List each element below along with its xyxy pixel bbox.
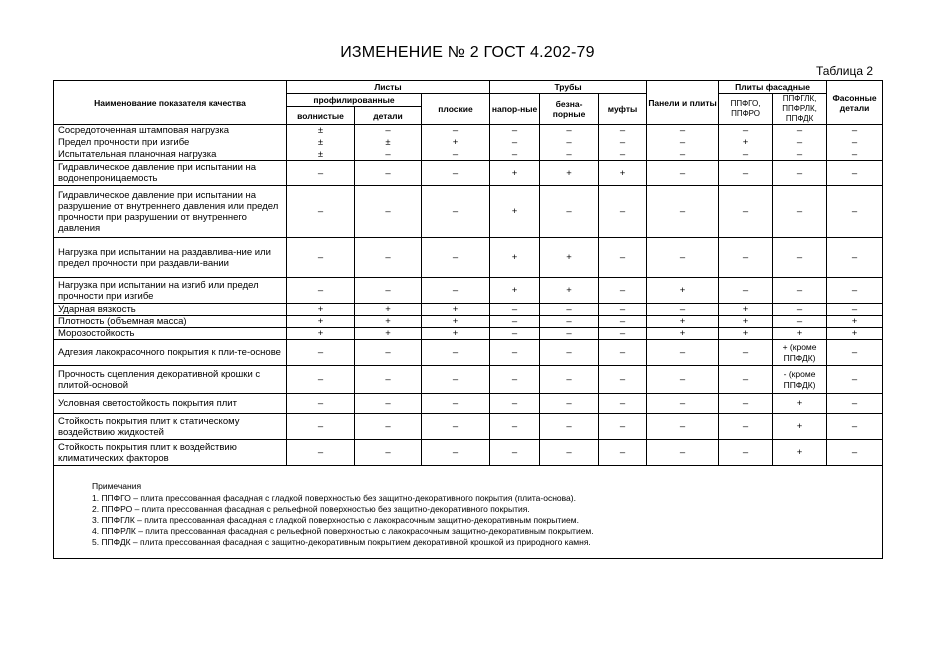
row-value: –: [355, 186, 422, 238]
header-facade: Плиты фасадные: [719, 81, 827, 94]
row-value: +: [647, 278, 719, 304]
row-value: –: [287, 440, 355, 466]
row-value: +: [719, 304, 773, 316]
row-value: –: [827, 161, 883, 186]
row-value: +: [287, 328, 355, 340]
row-name: Испытательная планочная нагрузка: [54, 149, 287, 161]
table-row: [54, 125, 883, 137]
row-value: +: [490, 238, 540, 278]
row-name: Сосредоточенная штамповая нагрузка: [54, 125, 287, 137]
row-value: –: [355, 149, 422, 161]
row-value: –: [647, 394, 719, 414]
row-value: –: [422, 125, 490, 137]
row-value: –: [422, 414, 490, 440]
header-nonpressure: безна-порные: [540, 94, 599, 125]
row-value: +: [773, 414, 827, 440]
row-value: –: [647, 186, 719, 238]
row-value: –: [540, 394, 599, 414]
table-row: [54, 366, 883, 394]
row-value: –: [599, 304, 647, 316]
row-value: +: [647, 316, 719, 328]
table-row: [54, 149, 883, 161]
row-value: –: [540, 186, 599, 238]
row-value: –: [540, 366, 599, 394]
table-row: [54, 440, 883, 466]
note-item: 3. ППФГЛК – плита прессованная фасадная с гладкой поверхностью с лакокрасочным защитно-декоративным покрытием.: [92, 515, 579, 525]
row-value: –: [599, 328, 647, 340]
row-value: +: [773, 328, 827, 340]
row-value: +: [719, 328, 773, 340]
table-row: [54, 186, 883, 238]
row-value: –: [599, 366, 647, 394]
row-value: –: [647, 304, 719, 316]
row-value: –: [355, 440, 422, 466]
row-value: –: [827, 440, 883, 466]
row-value: –: [647, 440, 719, 466]
row-value: ±: [287, 125, 355, 137]
row-name: Гидравлическое давление при испытании на разрушение от внутреннего давления или предел прочности при разрушении от внутреннего давления: [54, 186, 287, 238]
row-value: –: [355, 161, 422, 186]
row-value: –: [719, 125, 773, 137]
row-value: –: [827, 125, 883, 137]
row-name: Морозостойкость: [54, 328, 287, 340]
note-item: 1. ППФГО – плита прессованная фасадная с гладкой поверхностью без защитно-декоративного покрытия (плита-основа).: [92, 493, 576, 503]
row-value: –: [599, 394, 647, 414]
header-couplings: муфты: [599, 94, 647, 125]
row-name: Стойкость покрытия плит к статическому воздействию жидкостей: [54, 414, 287, 440]
row-value: –: [490, 328, 540, 340]
row-value: –: [540, 304, 599, 316]
row-name: Условная светостойкость покрытия плит: [54, 394, 287, 414]
row-value: –: [773, 238, 827, 278]
row-value: –: [490, 366, 540, 394]
header-wavy: волнистые: [287, 107, 355, 125]
table-row: [54, 238, 883, 278]
row-value: –: [540, 149, 599, 161]
row-value: –: [719, 186, 773, 238]
table-row: [54, 137, 883, 149]
row-value: –: [827, 340, 883, 366]
row-value: –: [287, 366, 355, 394]
table-body: [54, 125, 883, 466]
table-number: Таблица 2: [815, 64, 873, 78]
row-value: +: [827, 328, 883, 340]
row-value: –: [422, 161, 490, 186]
row-value: –: [355, 278, 422, 304]
row-value: –: [355, 414, 422, 440]
row-value: –: [422, 340, 490, 366]
row-value: +: [287, 304, 355, 316]
row-value: +: [540, 161, 599, 186]
row-value: –: [540, 440, 599, 466]
row-value: –: [647, 125, 719, 137]
row-value: +: [355, 316, 422, 328]
row-value: –: [490, 414, 540, 440]
row-value: –: [490, 340, 540, 366]
row-value: +: [287, 316, 355, 328]
row-value: –: [827, 394, 883, 414]
row-value: –: [287, 278, 355, 304]
row-value: –: [490, 149, 540, 161]
row-value: –: [422, 440, 490, 466]
row-value: +: [719, 137, 773, 149]
header-truby: Трубы: [490, 81, 647, 94]
row-value: –: [540, 328, 599, 340]
row-value: –: [827, 149, 883, 161]
row-value: –: [422, 394, 490, 414]
header-shaped: Фасонные детали: [827, 81, 883, 125]
row-value: –: [287, 186, 355, 238]
row-value: –: [719, 340, 773, 366]
row-value: –: [599, 316, 647, 328]
row-value: –: [647, 137, 719, 149]
row-value: –: [599, 125, 647, 137]
row-value: +: [773, 440, 827, 466]
row-name: Плотность (объемная масса): [54, 316, 287, 328]
row-value: –: [422, 278, 490, 304]
row-value: –: [599, 238, 647, 278]
document-title: ИЗМЕНЕНИЕ № 2 ГОСТ 4.202-79: [340, 44, 595, 61]
row-value: –: [599, 440, 647, 466]
row-value: –: [827, 186, 883, 238]
row-value: –: [773, 278, 827, 304]
row-name: Прочность сцепления декоративной крошки с плитой-основой: [54, 366, 287, 394]
row-value: –: [719, 366, 773, 394]
row-value: –: [599, 414, 647, 440]
table-row: [54, 304, 883, 316]
header-profiled: профилированные: [287, 94, 422, 107]
row-name: Стойкость покрытия плит к воздействию климатических факторов: [54, 440, 287, 466]
row-name: Нагрузка при испытании на раздавлива-ние или предел прочности при раздавли-вании: [54, 238, 287, 278]
row-value: +: [422, 137, 490, 149]
row-value: –: [773, 161, 827, 186]
table-row: [54, 414, 883, 440]
table-row: [54, 161, 883, 186]
row-value: –: [647, 414, 719, 440]
table-row: [54, 316, 883, 328]
row-value: –: [647, 161, 719, 186]
row-value: –: [490, 440, 540, 466]
row-value: –: [490, 304, 540, 316]
row-value: –: [287, 340, 355, 366]
row-name: Адгезия лакокрасочного покрытия к пли-те-основе: [54, 340, 287, 366]
row-value: –: [287, 414, 355, 440]
row-value: +: [490, 161, 540, 186]
notes-title: Примечания: [92, 481, 142, 491]
row-value: –: [773, 137, 827, 149]
row-value: –: [490, 316, 540, 328]
table-row: [54, 328, 883, 340]
table-row: [54, 394, 883, 414]
row-value: –: [422, 149, 490, 161]
row-value: +: [773, 394, 827, 414]
row-name: Гидравлическое давление при испытании на водонепроницаемость: [54, 161, 287, 186]
header-ppfglk: ППФГЛК, ППФРЛК, ППФДК: [773, 94, 827, 125]
row-value: –: [827, 414, 883, 440]
row-value: –: [599, 340, 647, 366]
row-value: –: [355, 340, 422, 366]
row-value: +: [422, 304, 490, 316]
row-value: –: [719, 414, 773, 440]
note-item: 5. ППФДК – плита прессованная фасадная с защитно-декоративным покрытием декоративной крошкой из природного камня.: [92, 537, 591, 547]
row-value: –: [599, 186, 647, 238]
note-item: 2. ППФРО – плита прессованная фасадная с рельефной поверхностью без защитно-декоративного покрытия.: [92, 504, 530, 514]
row-value: –: [355, 125, 422, 137]
header-panels: Панели и плиты: [647, 81, 719, 125]
notes-block: [92, 481, 594, 548]
row-value: + (кроме ППФДК): [773, 340, 827, 366]
row-value: –: [355, 394, 422, 414]
row-value: –: [540, 316, 599, 328]
note-item: 4. ППФРЛК – плита прессованная фасадная с рельефной поверхностью с лакокрасочным защитно-декоративным покрытием.: [92, 526, 594, 536]
header-ppfgo: ППФГО, ППФРО: [719, 94, 773, 125]
row-value: +: [540, 238, 599, 278]
row-value: +: [355, 304, 422, 316]
row-value: –: [355, 238, 422, 278]
row-value: –: [490, 137, 540, 149]
row-value: –: [827, 137, 883, 149]
row-value: ±: [355, 137, 422, 149]
row-name: Нагрузка при испытании на изгиб или предел прочности при изгибе: [54, 278, 287, 304]
row-value: +: [540, 278, 599, 304]
row-value: –: [827, 278, 883, 304]
header-parts: детали: [355, 107, 422, 125]
row-value: +: [422, 316, 490, 328]
row-value: - (кроме ППФДК): [773, 366, 827, 394]
row-value: –: [647, 340, 719, 366]
table-row: [54, 340, 883, 366]
row-value: –: [647, 238, 719, 278]
row-value: +: [647, 328, 719, 340]
row-value: +: [490, 278, 540, 304]
row-value: –: [719, 161, 773, 186]
row-value: –: [719, 440, 773, 466]
row-value: +: [355, 328, 422, 340]
row-value: –: [540, 125, 599, 137]
table-row: [54, 278, 883, 304]
row-value: –: [422, 186, 490, 238]
header-flat: плоские: [422, 94, 490, 125]
row-value: –: [773, 186, 827, 238]
row-name: Предел прочности при изгибе: [54, 137, 287, 149]
row-value: –: [647, 366, 719, 394]
row-value: –: [422, 238, 490, 278]
row-value: –: [287, 161, 355, 186]
row-name: Ударная вязкость: [54, 304, 287, 316]
row-value: –: [599, 278, 647, 304]
row-value: +: [827, 316, 883, 328]
row-value: –: [719, 149, 773, 161]
row-value: –: [540, 137, 599, 149]
row-value: –: [827, 238, 883, 278]
row-value: –: [540, 414, 599, 440]
row-value: +: [422, 328, 490, 340]
row-value: –: [599, 149, 647, 161]
row-value: –: [773, 149, 827, 161]
row-value: –: [355, 366, 422, 394]
row-value: ±: [287, 137, 355, 149]
row-value: ±: [287, 149, 355, 161]
row-value: –: [773, 316, 827, 328]
row-value: –: [647, 149, 719, 161]
row-value: –: [827, 304, 883, 316]
row-value: –: [773, 304, 827, 316]
row-value: –: [422, 366, 490, 394]
row-value: –: [827, 366, 883, 394]
header-listy: Листы: [287, 81, 490, 94]
row-value: –: [719, 238, 773, 278]
row-value: –: [540, 340, 599, 366]
row-value: –: [490, 394, 540, 414]
row-value: +: [599, 161, 647, 186]
row-value: –: [773, 125, 827, 137]
row-value: –: [287, 238, 355, 278]
header-name: Наименование показателя качества: [54, 81, 287, 125]
row-value: +: [719, 316, 773, 328]
row-value: –: [719, 278, 773, 304]
row-value: –: [490, 125, 540, 137]
header-pressure: напор-ные: [490, 94, 540, 125]
row-value: –: [287, 394, 355, 414]
row-value: –: [719, 394, 773, 414]
row-value: +: [490, 186, 540, 238]
row-value: –: [599, 137, 647, 149]
